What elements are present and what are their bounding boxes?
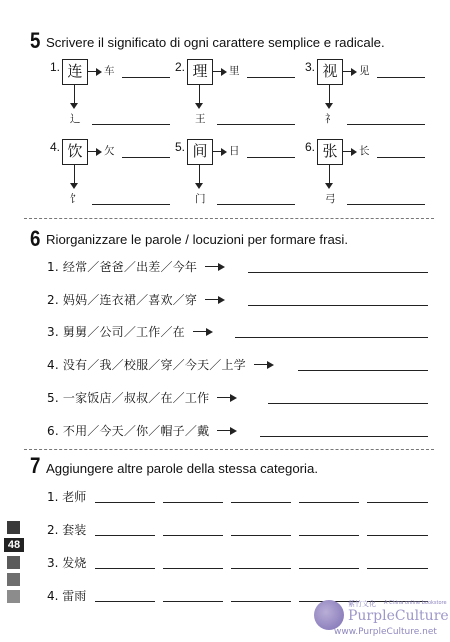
item-number: 3.: [305, 60, 316, 74]
down-arrow-icon: [195, 103, 203, 109]
answer-blank[interactable]: [95, 568, 155, 569]
component-right: 里: [229, 65, 240, 77]
word-sequence: 3. 舅舅／公司／工作／在: [47, 325, 185, 339]
answer-line[interactable]: [122, 157, 170, 158]
exercise-6-number: 6: [30, 226, 41, 251]
ex5-item-5: [175, 140, 315, 210]
side-tab: [7, 556, 20, 569]
answer-blank[interactable]: [299, 502, 359, 503]
ex6-row-5: [47, 389, 237, 407]
side-tab: [7, 590, 20, 603]
right-arrow-icon: [351, 148, 357, 156]
character-box: 饮: [62, 139, 88, 165]
answer-line[interactable]: [268, 403, 428, 404]
right-arrow-icon: [221, 68, 227, 76]
character-box: 张: [317, 139, 343, 165]
answer-line[interactable]: [298, 370, 428, 371]
right-arrow-icon: [193, 327, 213, 337]
ex5-item-4: [50, 140, 190, 210]
answer-line[interactable]: [235, 337, 428, 338]
answer-line[interactable]: [260, 436, 428, 437]
component-radical: 门: [195, 193, 206, 205]
right-arrow-icon: [351, 68, 357, 76]
answer-blank[interactable]: [163, 535, 223, 536]
component-right: 长: [359, 145, 370, 157]
page-number: 48: [4, 538, 24, 552]
right-arrow-icon: [96, 68, 102, 76]
component-radical: 辶: [70, 113, 81, 125]
answer-blank[interactable]: [231, 601, 291, 602]
answer-line[interactable]: [217, 124, 295, 125]
watermark: [312, 598, 447, 640]
answer-blank[interactable]: [163, 568, 223, 569]
component-radical: 饣: [70, 193, 81, 205]
ex7-row-3: 3. 发烧: [47, 556, 87, 570]
answer-line[interactable]: [377, 157, 425, 158]
right-arrow-icon: [217, 393, 237, 403]
right-arrow-icon: [217, 426, 237, 436]
down-arrow-icon: [325, 183, 333, 189]
item-number: 4.: [50, 140, 61, 154]
answer-line[interactable]: [217, 204, 295, 205]
ex6-row-2: [47, 291, 225, 309]
exercise-5-number: 5: [30, 28, 41, 53]
answer-line[interactable]: [92, 124, 170, 125]
exercise-6-title: Riorganizzare le parole / locuzioni per formare frasi.: [46, 232, 348, 247]
answer-blank[interactable]: [367, 535, 428, 536]
down-arrow-icon: [195, 183, 203, 189]
ex6-row-3: [47, 323, 213, 341]
ex6-row-4: [47, 356, 274, 374]
side-tab: [7, 521, 20, 534]
ex7-row-4: 4. 雷雨: [47, 589, 87, 603]
right-arrow-icon: [221, 148, 227, 156]
right-arrow-icon: [205, 262, 225, 272]
ex6-row-1: [47, 258, 225, 276]
word-sequence: 5. 一家饭店／叔叔／在／工作: [47, 391, 210, 405]
watermark-url: www.PurpleCulture.net: [334, 627, 437, 637]
exercise-5-title: Scrivere il significato di ogni carattere semplice e radicale.: [46, 35, 385, 50]
component-right: 日: [229, 145, 240, 157]
ex7-row-2: 2. 套装: [47, 523, 87, 537]
answer-blank[interactable]: [95, 502, 155, 503]
answer-blank[interactable]: [231, 568, 291, 569]
answer-blank[interactable]: [95, 535, 155, 536]
answer-blank[interactable]: [299, 535, 359, 536]
character-box: 连: [62, 59, 88, 85]
section-divider: [24, 218, 434, 219]
section-divider: [24, 449, 434, 450]
ex6-row-6: [47, 422, 237, 440]
item-number: 6.: [305, 140, 316, 154]
answer-blank[interactable]: [231, 502, 291, 503]
answer-line[interactable]: [122, 77, 170, 78]
answer-line[interactable]: [347, 204, 425, 205]
logo-seal-icon: [314, 600, 344, 630]
ex5-item-2: [175, 60, 315, 130]
item-number: 2.: [175, 60, 186, 74]
component-right: 见: [359, 65, 370, 77]
item-number: 5.: [175, 140, 186, 154]
exercise-7-number: 7: [30, 453, 41, 478]
word-sequence: 1. 经常／爸爸／出差／今年: [47, 260, 198, 274]
watermark-brand: PurpleCulture: [348, 608, 449, 624]
answer-blank[interactable]: [163, 502, 223, 503]
component-right: 欠: [104, 145, 115, 157]
ex5-item-6: [305, 140, 445, 210]
component-right: 车: [104, 65, 115, 77]
answer-line[interactable]: [248, 305, 428, 306]
answer-blank[interactable]: [163, 601, 223, 602]
ex7-row-1: 1. 老师: [47, 490, 87, 504]
component-radical: 礻: [325, 113, 336, 125]
exercise-7-title: Aggiungere altre parole della stessa categoria.: [46, 461, 318, 476]
answer-blank[interactable]: [367, 502, 428, 503]
answer-blank[interactable]: [367, 568, 428, 569]
answer-line[interactable]: [92, 204, 170, 205]
answer-blank[interactable]: [95, 601, 155, 602]
watermark-tagline: A China online bookstore: [384, 600, 447, 606]
answer-blank[interactable]: [231, 535, 291, 536]
ex5-item-1: [50, 60, 190, 130]
answer-line[interactable]: [247, 77, 295, 78]
component-radical: 王: [195, 113, 206, 125]
answer-blank[interactable]: [299, 568, 359, 569]
right-arrow-icon: [96, 148, 102, 156]
answer-line[interactable]: [247, 157, 295, 158]
item-number: 1.: [50, 60, 61, 74]
character-box: 视: [317, 59, 343, 85]
side-tab: [7, 573, 20, 586]
down-arrow-icon: [325, 103, 333, 109]
component-radical: 弓: [325, 193, 336, 205]
answer-line[interactable]: [377, 77, 425, 78]
ex5-item-3: [305, 60, 445, 130]
character-box: 理: [187, 59, 213, 85]
word-sequence: 6. 不用／今天／你／帽子／戴: [47, 424, 210, 438]
down-arrow-icon: [70, 103, 78, 109]
word-sequence: 2. 妈妈／连衣裙／喜欢／穿: [47, 293, 198, 307]
word-sequence: 4. 没有／我／校服／穿／今天／上学: [47, 358, 246, 372]
right-arrow-icon: [205, 295, 225, 305]
watermark-brand-cn: 紫竹文化: [348, 600, 376, 608]
character-box: 间: [187, 139, 213, 165]
right-arrow-icon: [254, 360, 274, 370]
answer-line[interactable]: [248, 272, 428, 273]
answer-line[interactable]: [347, 124, 425, 125]
down-arrow-icon: [70, 183, 78, 189]
